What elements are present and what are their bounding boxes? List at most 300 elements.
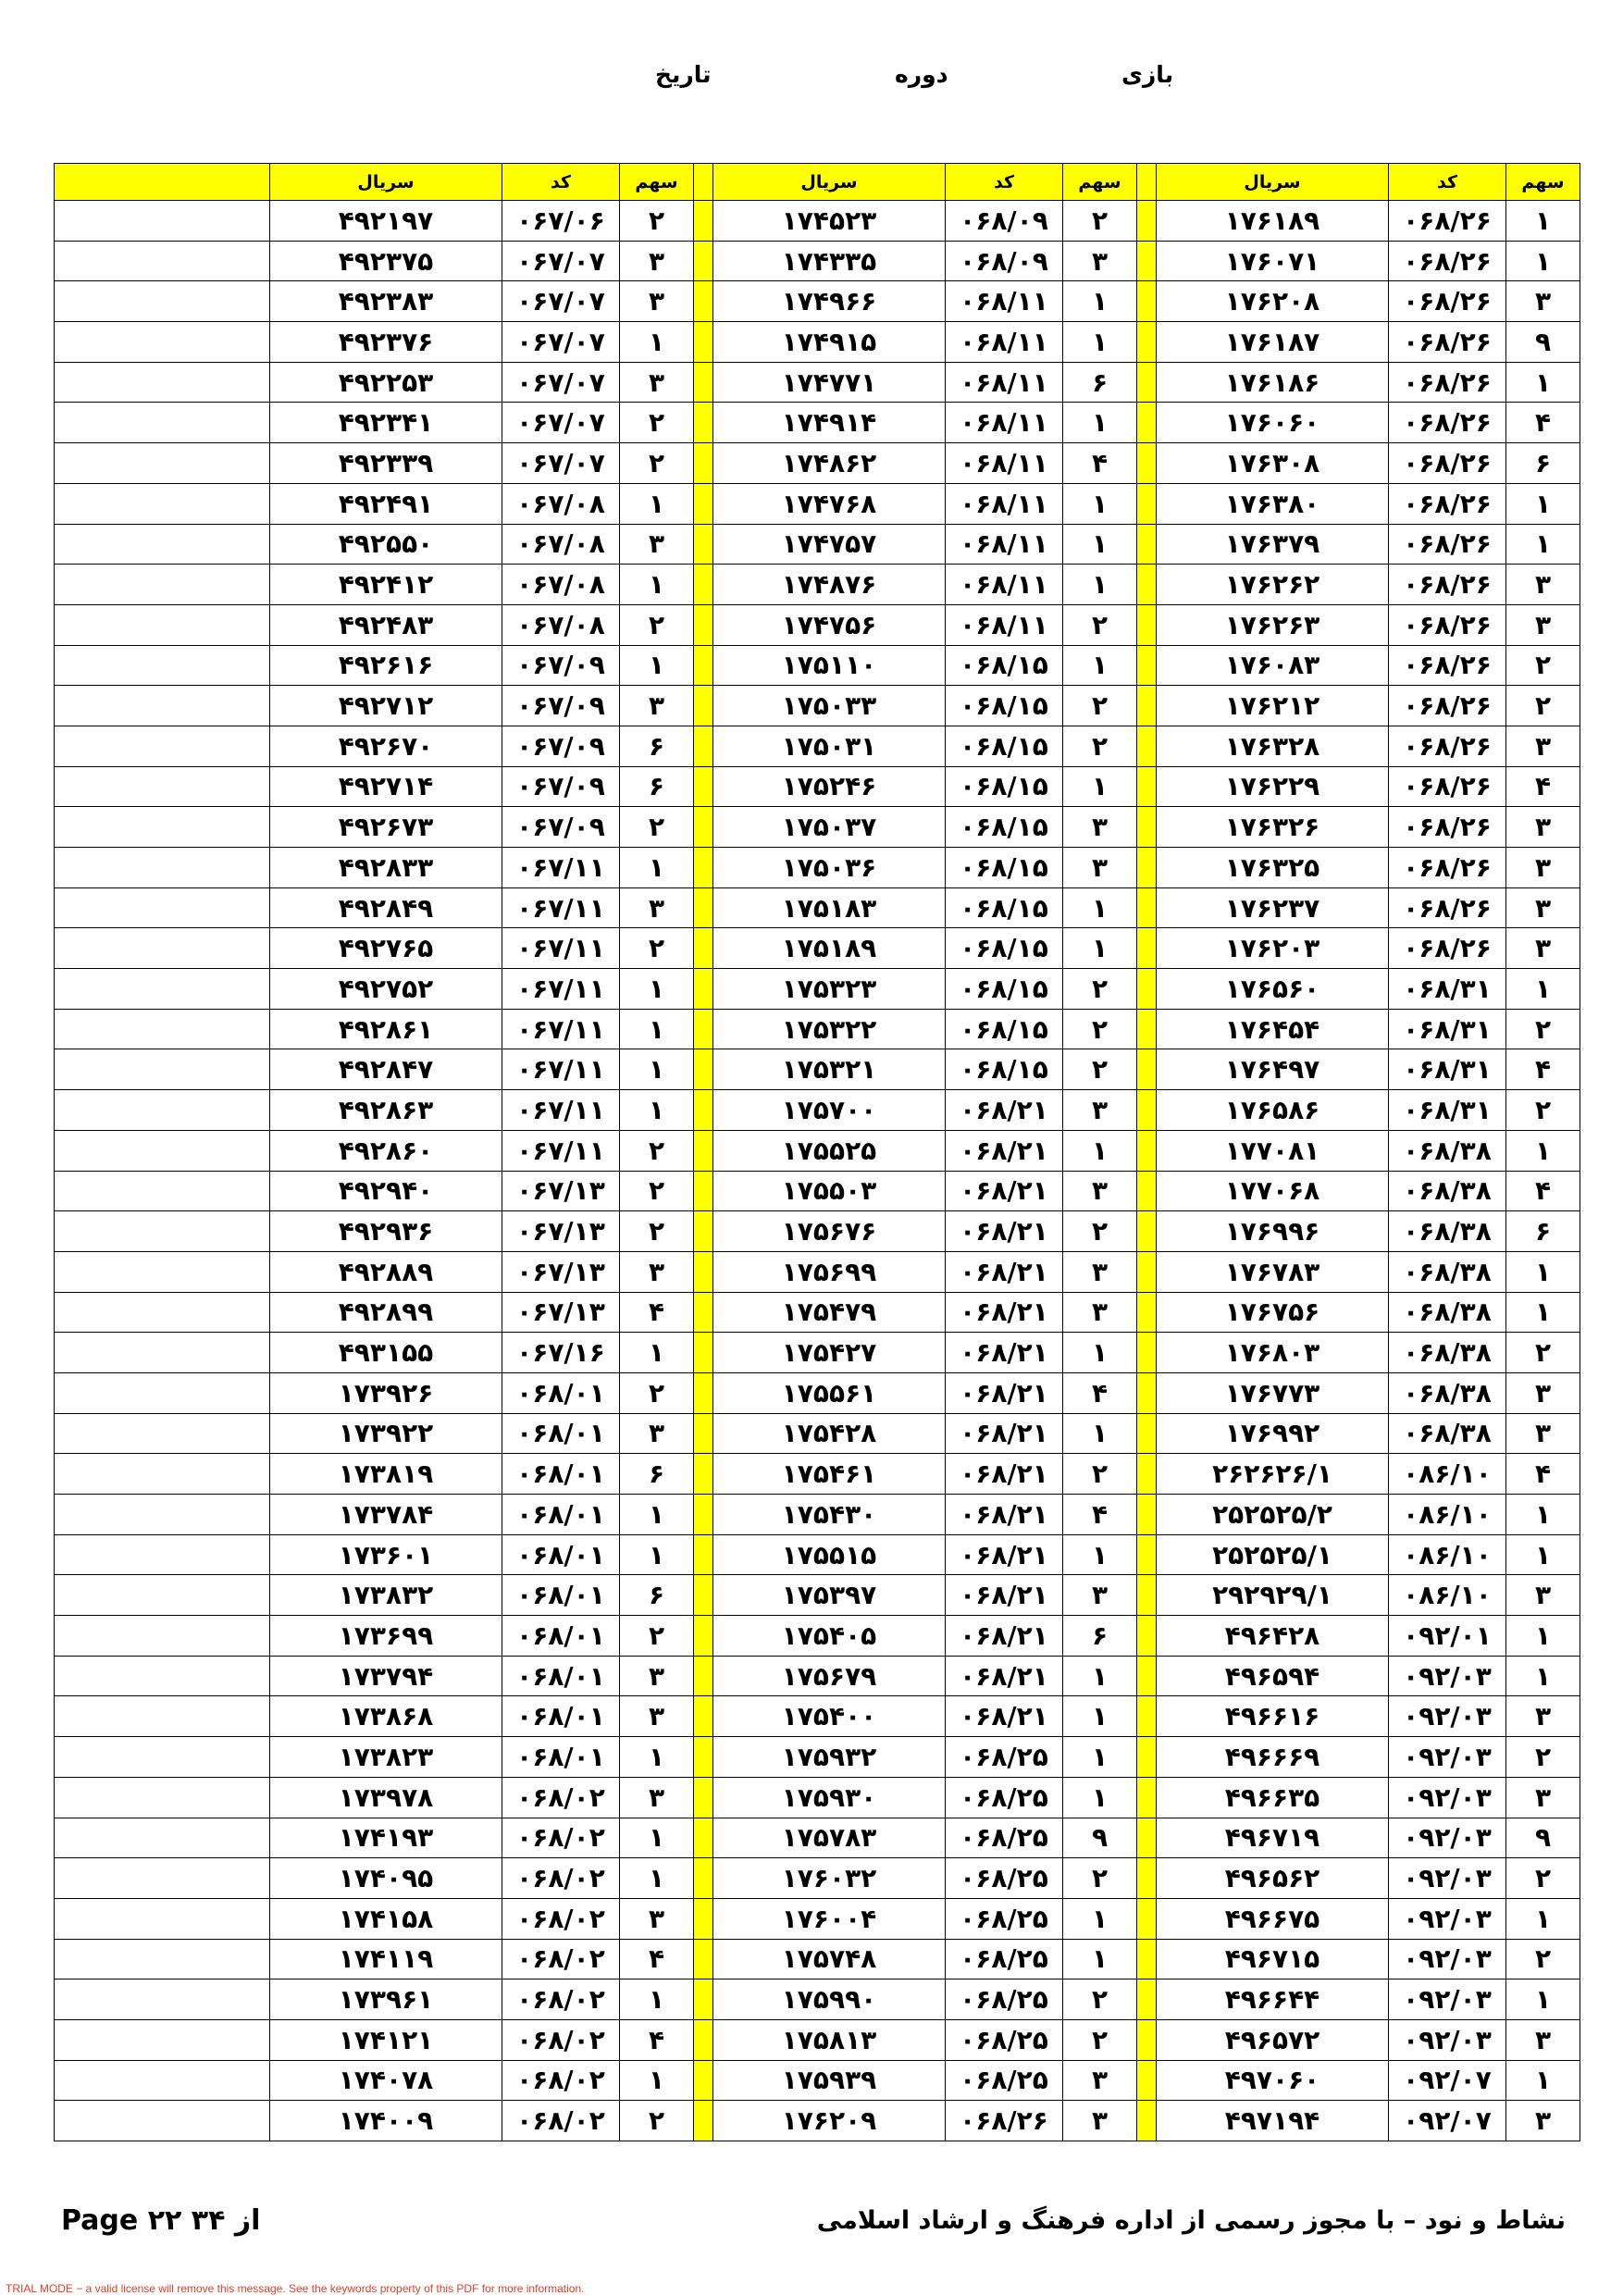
cell-share: ۱ xyxy=(1506,1980,1580,2020)
cell-share: ۱ xyxy=(620,1009,694,1049)
separator-cell xyxy=(1137,201,1157,242)
header-serial: سریال xyxy=(713,164,946,201)
separator-cell xyxy=(694,483,713,524)
cell-share: ۳ xyxy=(620,1898,694,1939)
separator-cell xyxy=(694,645,713,686)
cell-serial: ۴۹۲۶۷۰ xyxy=(270,726,502,766)
table-row xyxy=(55,848,1580,888)
separator-cell xyxy=(1137,887,1157,928)
cell-serial: ۱۷۳۷۸۴ xyxy=(270,1495,502,1535)
cell-code: ۰۶۷/۰۸ xyxy=(502,483,620,524)
table-row xyxy=(55,483,1580,524)
cell-serial: ۴۹۶۷۱۹ xyxy=(1157,1818,1389,1858)
cell-share: ۱ xyxy=(1506,1534,1580,1575)
table-row xyxy=(55,2101,1580,2141)
spacer-cell xyxy=(55,1737,270,1778)
cell-serial: ۱۷۶۰۸۳ xyxy=(1157,645,1389,686)
separator-cell xyxy=(1137,1413,1157,1454)
cell-code: ۰۶۸/۰۱ xyxy=(502,1696,620,1737)
cell-code: ۰۶۷/۱۱ xyxy=(502,928,620,969)
cell-share: ۱ xyxy=(1506,2060,1580,2101)
cell-share: ۳ xyxy=(620,1696,694,1737)
cell-code: ۰۶۷/۱۱ xyxy=(502,887,620,928)
cell-code: ۰۹۲/۰۷ xyxy=(1389,2101,1506,2141)
separator-cell xyxy=(694,1939,713,1980)
separator-cell xyxy=(694,2019,713,2060)
cell-serial: ۱۷۳۸۶۸ xyxy=(270,1696,502,1737)
cell-code: ۰۶۸/۲۵ xyxy=(946,1939,1063,1980)
cell-share: ۶ xyxy=(1506,1211,1580,1252)
cell-serial: ۱۷۶۰۳۲ xyxy=(713,1858,946,1899)
separator-cell xyxy=(694,1737,713,1778)
cell-serial: ۱۷۵۵۶۱ xyxy=(713,1372,946,1413)
header-spacer xyxy=(55,164,270,201)
cell-serial: ۱۷۵۵۱۵ xyxy=(713,1534,946,1575)
cell-serial: ۱۷۶۸۰۳ xyxy=(1157,1333,1389,1373)
cell-share: ۱ xyxy=(620,322,694,363)
cell-share: ۱ xyxy=(1063,766,1137,807)
separator-cell xyxy=(694,1211,713,1252)
cell-share: ۳ xyxy=(620,1777,694,1818)
cell-code: ۰۶۸/۰۹ xyxy=(946,201,1063,242)
cell-code: ۰۶۸/۲۶ xyxy=(1389,483,1506,524)
table-row xyxy=(55,1413,1580,1454)
cell-serial: ۱۷۵۹۳۹ xyxy=(713,2060,946,2101)
header-serial: سریال xyxy=(270,164,502,201)
separator-cell xyxy=(694,969,713,1010)
cell-serial: ۴۹۲۸۹۹ xyxy=(270,1292,502,1333)
separator-cell xyxy=(694,1171,713,1211)
spacer-cell xyxy=(55,848,270,888)
cell-code: ۰۶۸/۰۱ xyxy=(502,1413,620,1454)
cell-code: ۰۶۸/۱۱ xyxy=(946,443,1063,484)
cell-code: ۰۶۸/۱۱ xyxy=(946,604,1063,645)
cell-share: ۱ xyxy=(1506,969,1580,1010)
spacer-cell xyxy=(55,1898,270,1939)
spacer-cell xyxy=(55,1333,270,1373)
spacer-cell xyxy=(55,1858,270,1899)
cell-code: ۰۶۸/۲۱ xyxy=(946,1413,1063,1454)
cell-code: ۰۶۷/۰۷ xyxy=(502,443,620,484)
separator-cell xyxy=(1137,403,1157,443)
cell-code: ۰۶۸/۲۶ xyxy=(1389,443,1506,484)
cell-code: ۰۶۸/۲۱ xyxy=(946,1130,1063,1171)
cell-code: ۰۶۸/۳۸ xyxy=(1389,1251,1506,1292)
spacer-cell xyxy=(55,1454,270,1495)
separator-cell xyxy=(694,281,713,322)
cell-code: ۰۸۶/۱۰ xyxy=(1389,1575,1506,1616)
cell-share: ۱ xyxy=(620,1534,694,1575)
cell-code: ۰۹۲/۰۳ xyxy=(1389,1696,1506,1737)
separator-cell xyxy=(1137,1009,1157,1049)
cell-serial: ۱۷۶۲۰۸ xyxy=(1157,281,1389,322)
separator-cell xyxy=(694,1696,713,1737)
cell-serial: ۱۷۶۷۸۳ xyxy=(1157,1251,1389,1292)
cell-share: ۱ xyxy=(620,565,694,605)
cell-code: ۰۶۷/۰۷ xyxy=(502,362,620,403)
cell-serial: ۱۷۵۴۶۱ xyxy=(713,1454,946,1495)
cell-serial: ۱۷۶۵۶۰ xyxy=(1157,969,1389,1010)
cell-serial: ۴۹۲۸۶۱ xyxy=(270,1009,502,1049)
cell-share: ۲ xyxy=(620,1211,694,1252)
table-header-row xyxy=(55,164,1580,201)
cell-share: ۱ xyxy=(1506,524,1580,565)
cell-share: ۱ xyxy=(620,1049,694,1090)
cell-serial: ۱۷۶۳۰۸ xyxy=(1157,443,1389,484)
cell-code: ۰۹۲/۰۱ xyxy=(1389,1616,1506,1657)
cell-code: ۰۸۶/۱۰ xyxy=(1389,1495,1506,1535)
spacer-cell xyxy=(55,807,270,848)
cell-serial: ۴۹۲۳۸۳ xyxy=(270,281,502,322)
cell-serial: ۱۷۴۷۵۷ xyxy=(713,524,946,565)
separator-cell xyxy=(1137,524,1157,565)
results-table xyxy=(54,163,1580,2141)
spacer-cell xyxy=(55,2060,270,2101)
cell-serial: ۴۹۶۷۱۵ xyxy=(1157,1939,1389,1980)
cell-share: ۲ xyxy=(1063,1858,1137,1899)
cell-code: ۰۶۷/۱۱ xyxy=(502,1049,620,1090)
cell-serial: ۱۷۴۱۹۳ xyxy=(270,1818,502,1858)
spacer-cell xyxy=(55,241,270,281)
separator-cell xyxy=(694,1858,713,1899)
table-row xyxy=(55,928,1580,969)
cell-serial: ۱۷۴۱۵۸ xyxy=(270,1898,502,1939)
cell-serial: ۱۷۵۱۸۳ xyxy=(713,887,946,928)
separator-cell xyxy=(1137,686,1157,726)
cell-serial: ۱۷۶۲۶۲ xyxy=(1157,565,1389,605)
cell-share: ۱ xyxy=(1506,483,1580,524)
spacer-cell xyxy=(55,483,270,524)
cell-share: ۱ xyxy=(620,1333,694,1373)
cell-share: ۱ xyxy=(620,848,694,888)
separator-cell xyxy=(1137,1211,1157,1252)
cell-code: ۰۶۸/۱۵ xyxy=(946,969,1063,1010)
cell-share: ۲ xyxy=(620,1616,694,1657)
cell-code: ۰۶۷/۰۹ xyxy=(502,645,620,686)
table-row xyxy=(55,1130,1580,1171)
table-row xyxy=(55,1171,1580,1211)
cell-share: ۳ xyxy=(1063,848,1137,888)
separator-cell xyxy=(1137,1818,1157,1858)
cell-share: ۱ xyxy=(1506,362,1580,403)
header-share: سهم xyxy=(1506,164,1580,201)
separator-cell xyxy=(694,1495,713,1535)
cell-share: ۴ xyxy=(620,1292,694,1333)
cell-code: ۰۶۸/۰۲ xyxy=(502,1777,620,1818)
cell-serial: ۱۷۶۱۸۷ xyxy=(1157,322,1389,363)
cell-serial: ۱۷۳۷۹۴ xyxy=(270,1656,502,1696)
separator-cell xyxy=(694,1616,713,1657)
cell-share: ۴ xyxy=(1063,443,1137,484)
cell-serial: ۱۷۴۰۰۹ xyxy=(270,2101,502,2141)
cell-code: ۰۶۸/۱۱ xyxy=(946,281,1063,322)
cell-code: ۰۸۶/۱۰ xyxy=(1389,1454,1506,1495)
cell-share: ۲ xyxy=(620,1171,694,1211)
cell-share: ۲ xyxy=(1063,686,1137,726)
cell-serial: ۴۹۲۵۵۰ xyxy=(270,524,502,565)
header-share: سهم xyxy=(620,164,694,201)
cell-code: ۰۶۸/۲۱ xyxy=(946,1090,1063,1131)
table-row xyxy=(55,1534,1580,1575)
cell-serial: ۴۹۲۸۴۷ xyxy=(270,1049,502,1090)
cell-serial: ۱۷۵۹۹۰ xyxy=(713,1980,946,2020)
cell-code: ۰۶۸/۲۵ xyxy=(946,1818,1063,1858)
cell-share: ۳ xyxy=(1506,726,1580,766)
cell-code: ۰۶۸/۳۸ xyxy=(1389,1130,1506,1171)
separator-cell xyxy=(694,1009,713,1049)
cell-code: ۰۶۷/۱۱ xyxy=(502,969,620,1010)
cell-serial: ۱۷۵۵۲۵ xyxy=(713,1130,946,1171)
cell-share: ۱ xyxy=(1506,1251,1580,1292)
separator-cell xyxy=(1137,1454,1157,1495)
table-body xyxy=(55,201,1580,2141)
spacer-cell xyxy=(55,1575,270,1616)
cell-code: ۰۶۸/۱۵ xyxy=(946,1049,1063,1090)
cell-serial: ۴۹۷۱۹۴ xyxy=(1157,2101,1389,2141)
separator-cell xyxy=(694,1534,713,1575)
cell-share: ۳ xyxy=(1506,1696,1580,1737)
cell-code: ۰۶۸/۲۱ xyxy=(946,1454,1063,1495)
cell-code: ۰۹۲/۰۳ xyxy=(1389,1939,1506,1980)
cell-serial: ۱۷۵۰۳۶ xyxy=(713,848,946,888)
cell-code: ۰۶۸/۰۲ xyxy=(502,2019,620,2060)
cell-code: ۰۶۸/۳۱ xyxy=(1389,1049,1506,1090)
cell-code: ۰۶۸/۰۲ xyxy=(502,1858,620,1899)
cell-code: ۰۹۲/۰۳ xyxy=(1389,1737,1506,1778)
cell-share: ۳ xyxy=(620,1251,694,1292)
cell-code: ۰۶۸/۳۸ xyxy=(1389,1333,1506,1373)
cell-serial: ۱۷۴۵۲۳ xyxy=(713,201,946,242)
cell-share: ۲ xyxy=(1506,1737,1580,1778)
cell-code: ۰۶۸/۲۶ xyxy=(1389,241,1506,281)
cell-serial: ۴۹۲۷۱۲ xyxy=(270,686,502,726)
spacer-cell xyxy=(55,1171,270,1211)
cell-share: ۱ xyxy=(1063,403,1137,443)
spacer-cell xyxy=(55,1211,270,1252)
table-row xyxy=(55,766,1580,807)
trial-watermark: TRIAL MODE − a valid license will remove this message. See the keywords property of this PDF for more information. xyxy=(6,2282,585,2295)
table-row xyxy=(55,1372,1580,1413)
separator-cell xyxy=(1137,726,1157,766)
table-row xyxy=(55,1818,1580,1858)
cell-serial: ۱۷۴۷۶۸ xyxy=(713,483,946,524)
separator-cell xyxy=(1137,322,1157,363)
table-row xyxy=(55,1656,1580,1696)
cell-share: ۳ xyxy=(1063,2060,1137,2101)
table-row xyxy=(55,726,1580,766)
separator-cell xyxy=(1137,604,1157,645)
cell-share: ۲ xyxy=(1506,1090,1580,1131)
cell-serial: ۴۹۶۶۳۵ xyxy=(1157,1777,1389,1818)
cell-serial: ۴۹۲۴۸۳ xyxy=(270,604,502,645)
cell-share: ۲ xyxy=(1506,1009,1580,1049)
separator-cell xyxy=(1137,1372,1157,1413)
cell-share: ۱ xyxy=(1506,201,1580,242)
table-row xyxy=(55,645,1580,686)
separator-cell xyxy=(1137,1980,1157,2020)
cell-share: ۳ xyxy=(1063,1090,1137,1131)
cell-share: ۳ xyxy=(1063,1292,1137,1333)
spacer-cell xyxy=(55,928,270,969)
cell-serial: ۴۹۲۲۵۳ xyxy=(270,362,502,403)
cell-share: ۱ xyxy=(620,1818,694,1858)
cell-code: ۰۶۷/۱۱ xyxy=(502,1009,620,1049)
cell-share: ۶ xyxy=(1063,362,1137,403)
cell-serial: ۱۷۵۷۰۰ xyxy=(713,1090,946,1131)
separator-cell xyxy=(694,201,713,242)
cell-code: ۰۶۷/۱۱ xyxy=(502,848,620,888)
cell-share: ۲ xyxy=(620,1372,694,1413)
cell-code: ۰۹۲/۰۳ xyxy=(1389,1898,1506,1939)
header-label-period: دوره xyxy=(895,61,948,88)
spacer-cell xyxy=(55,1049,270,1090)
table-row xyxy=(55,1049,1580,1090)
cell-share: ۱ xyxy=(1063,1777,1137,1818)
cell-code: ۰۶۸/۲۵ xyxy=(946,1777,1063,1818)
cell-code: ۰۶۸/۰۱ xyxy=(502,1495,620,1535)
table-row xyxy=(55,565,1580,605)
separator-cell xyxy=(1137,807,1157,848)
separator-cell xyxy=(694,1898,713,1939)
spacer-cell xyxy=(55,524,270,565)
cell-serial: ۴۹۲۸۳۳ xyxy=(270,848,502,888)
cell-code: ۰۶۸/۳۸ xyxy=(1389,1292,1506,1333)
table-row xyxy=(55,2060,1580,2101)
cell-serial: ۱۷۵۴۷۹ xyxy=(713,1292,946,1333)
cell-code: ۰۶۸/۱۵ xyxy=(946,766,1063,807)
cell-share: ۱ xyxy=(1506,1292,1580,1333)
cell-serial: ۴۹۲۴۹۱ xyxy=(270,483,502,524)
separator-cell xyxy=(694,1454,713,1495)
separator-cell xyxy=(694,1413,713,1454)
cell-code: ۰۶۸/۲۶ xyxy=(946,2101,1063,2141)
cell-share: ۳ xyxy=(620,362,694,403)
spacer-cell xyxy=(55,443,270,484)
table-row xyxy=(55,1575,1580,1616)
spacer-cell xyxy=(55,201,270,242)
table-row xyxy=(55,1333,1580,1373)
header-code: کد xyxy=(946,164,1063,201)
cell-code: ۰۶۷/۰۹ xyxy=(502,686,620,726)
spacer-cell xyxy=(55,1656,270,1696)
cell-serial: ۴۹۶۶۴۴ xyxy=(1157,1980,1389,2020)
cell-code: ۰۶۸/۲۱ xyxy=(946,1495,1063,1535)
separator-cell xyxy=(694,1777,713,1818)
separator-cell xyxy=(1137,1251,1157,1292)
spacer-cell xyxy=(55,2101,270,2141)
cell-code: ۰۶۸/۱۱ xyxy=(946,322,1063,363)
separator-cell xyxy=(1137,1495,1157,1535)
cell-serial: ۱۷۳۹۶۱ xyxy=(270,1980,502,2020)
cell-code: ۰۶۸/۲۶ xyxy=(1389,807,1506,848)
table-row xyxy=(55,2019,1580,2060)
table-row xyxy=(55,1858,1580,1899)
cell-share: ۳ xyxy=(1063,241,1137,281)
cell-serial: ۱۷۵۶۷۹ xyxy=(713,1656,946,1696)
cell-share: ۴ xyxy=(1063,1495,1137,1535)
cell-serial: ۴۹۲۷۵۲ xyxy=(270,969,502,1010)
cell-share: ۱ xyxy=(1063,1696,1137,1737)
cell-serial: ۱۷۶۴۹۷ xyxy=(1157,1049,1389,1090)
separator-cell xyxy=(694,726,713,766)
cell-code: ۰۶۸/۰۱ xyxy=(502,1534,620,1575)
table-row xyxy=(55,1454,1580,1495)
cell-serial: ۱۷۵۶۹۹ xyxy=(713,1251,946,1292)
separator-cell xyxy=(1137,1616,1157,1657)
spacer-cell xyxy=(55,1980,270,2020)
cell-share: ۲ xyxy=(620,403,694,443)
cell-share: ۲ xyxy=(1506,645,1580,686)
cell-serial: ۱۷۵۱۸۹ xyxy=(713,928,946,969)
cell-serial: ۴۹۲۳۷۵ xyxy=(270,241,502,281)
separator-cell xyxy=(1137,969,1157,1010)
cell-serial: ۴۹۲۸۶۰ xyxy=(270,1130,502,1171)
cell-code: ۰۶۸/۲۶ xyxy=(1389,928,1506,969)
cell-share: ۱ xyxy=(620,1737,694,1778)
cell-code: ۰۶۷/۰۹ xyxy=(502,726,620,766)
cell-code: ۰۶۸/۰۱ xyxy=(502,1616,620,1657)
cell-share: ۳ xyxy=(620,887,694,928)
cell-serial: ۱۷۳۹۲۶ xyxy=(270,1372,502,1413)
cell-serial: ۱۷۶۰۷۱ xyxy=(1157,241,1389,281)
table-row xyxy=(55,322,1580,363)
cell-serial: ۱۷۴۱۲۱ xyxy=(270,2019,502,2060)
cell-code: ۰۶۸/۲۶ xyxy=(1389,322,1506,363)
cell-code: ۰۶۷/۱۶ xyxy=(502,1333,620,1373)
header-serial: سریال xyxy=(1157,164,1389,201)
cell-code: ۰۶۸/۱۵ xyxy=(946,928,1063,969)
cell-code: ۰۶۸/۳۸ xyxy=(1389,1372,1506,1413)
cell-code: ۰۶۸/۱۱ xyxy=(946,565,1063,605)
table-row xyxy=(55,1980,1580,2020)
cell-code: ۰۹۲/۰۳ xyxy=(1389,2019,1506,2060)
cell-code: ۰۶۸/۲۱ xyxy=(946,1292,1063,1333)
spacer-cell xyxy=(55,1696,270,1737)
separator-cell xyxy=(1137,1858,1157,1899)
cell-serial: ۴۹۲۹۴۰ xyxy=(270,1171,502,1211)
cell-serial: ۱۷۴۹۱۵ xyxy=(713,322,946,363)
cell-serial: ۲۶۲۶۲۶/۱ xyxy=(1157,1454,1389,1495)
spacer-cell xyxy=(55,1372,270,1413)
cell-code: ۰۶۸/۲۶ xyxy=(1389,726,1506,766)
cell-code: ۰۶۸/۱۱ xyxy=(946,483,1063,524)
cell-serial: ۱۷۵۹۳۲ xyxy=(713,1737,946,1778)
separator-cell xyxy=(694,848,713,888)
cell-share: ۱ xyxy=(1063,1413,1137,1454)
cell-share: ۲ xyxy=(620,604,694,645)
separator-cell xyxy=(1137,443,1157,484)
separator-cell xyxy=(1137,1049,1157,1090)
cell-share: ۱ xyxy=(1063,1898,1137,1939)
cell-code: ۰۶۸/۳۸ xyxy=(1389,1211,1506,1252)
cell-code: ۰۶۷/۰۶ xyxy=(502,201,620,242)
cell-code: ۰۶۸/۰۱ xyxy=(502,1372,620,1413)
cell-serial: ۲۹۲۹۲۹/۱ xyxy=(1157,1575,1389,1616)
cell-code: ۰۶۸/۱۱ xyxy=(946,403,1063,443)
cell-share: ۳ xyxy=(1063,807,1137,848)
cell-share: ۳ xyxy=(1506,928,1580,969)
cell-serial: ۱۷۴۷۵۶ xyxy=(713,604,946,645)
cell-share: ۲ xyxy=(620,807,694,848)
cell-code: ۰۶۷/۰۹ xyxy=(502,807,620,848)
cell-code: ۰۶۸/۲۱ xyxy=(946,1616,1063,1657)
table-row xyxy=(55,1777,1580,1818)
spacer-cell xyxy=(55,1616,270,1657)
cell-code: ۰۶۸/۳۸ xyxy=(1389,1171,1506,1211)
cell-serial: ۱۷۶۳۲۵ xyxy=(1157,848,1389,888)
cell-share: ۶ xyxy=(1506,443,1580,484)
cell-code: ۰۶۸/۱۵ xyxy=(946,686,1063,726)
